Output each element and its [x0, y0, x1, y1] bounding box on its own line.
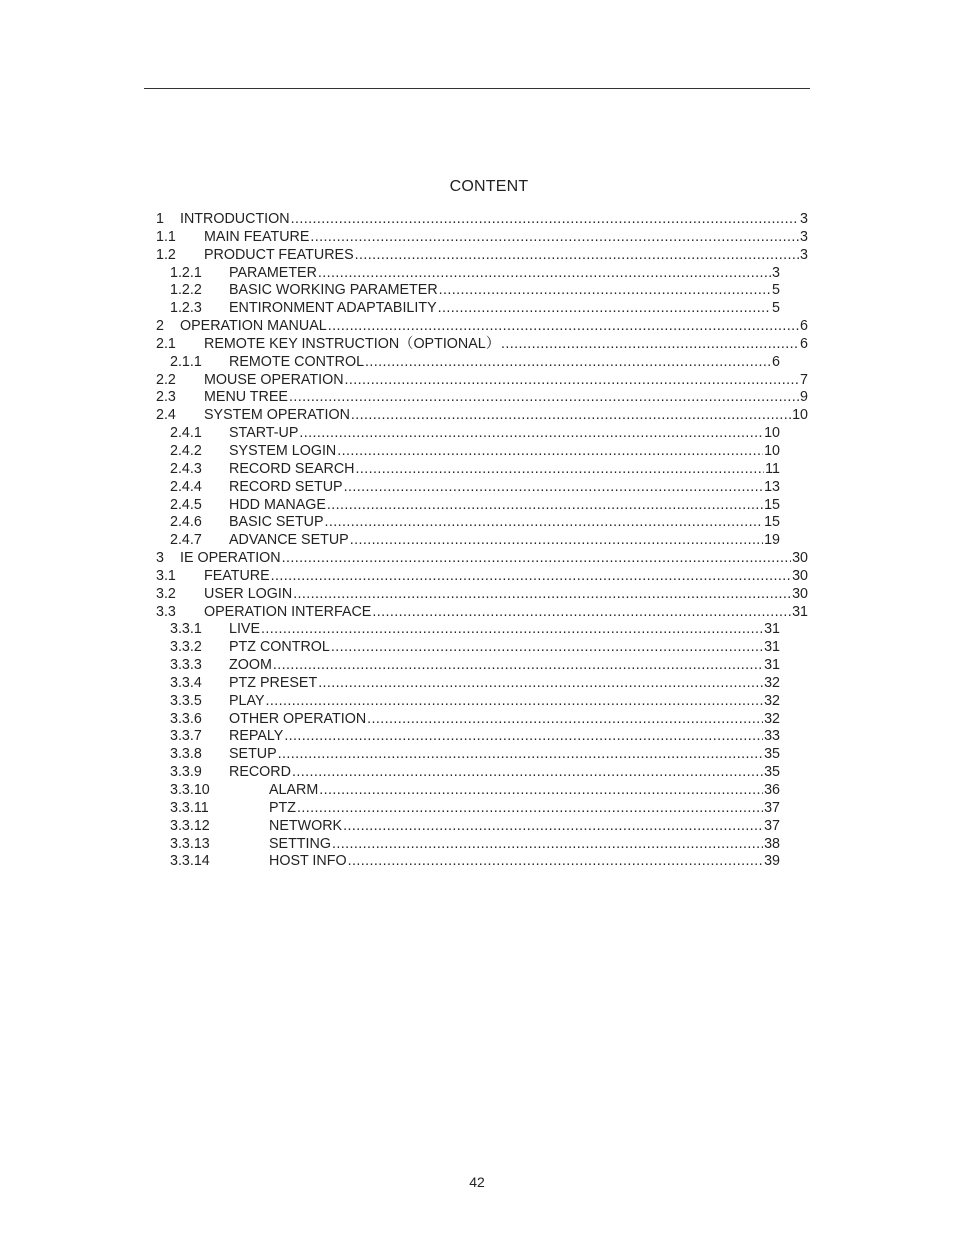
toc-dot-leader: [310, 229, 799, 247]
toc-entry-title: RECORD SETUP: [229, 478, 343, 495]
toc-entry-title: PTZ PRESET: [229, 674, 318, 691]
toc-entry-number: 2.1: [156, 335, 176, 352]
toc-dot-leader: [261, 621, 763, 639]
toc-dot-leader: [345, 372, 800, 390]
toc-entry[interactable]: [156, 693, 780, 711]
toc-dot-leader: [356, 461, 765, 479]
toc-entry-title: MOUSE OPERATION: [204, 371, 344, 388]
toc-entry-page: 6: [800, 318, 808, 335]
toc-dot-leader: [372, 604, 791, 622]
toc-entry[interactable]: [156, 354, 780, 372]
toc-dot-leader: [318, 265, 771, 283]
toc-dot-leader: [332, 836, 763, 854]
toc-entry-title: HDD MANAGE: [229, 496, 326, 513]
toc-entry-title: BASIC SETUP: [229, 514, 324, 531]
toc-dot-leader: [284, 728, 763, 746]
toc-entry-page: 9: [800, 389, 808, 406]
toc-dot-leader: [273, 657, 763, 675]
toc-dot-leader: [438, 300, 771, 318]
toc-entry-title: RECORD: [229, 764, 291, 781]
toc-entry-title: REMOTE CONTROL: [229, 353, 365, 370]
toc-entry[interactable]: [156, 407, 808, 425]
toc-entry[interactable]: [156, 318, 808, 336]
toc-entry-title: PARAMETER: [229, 264, 317, 281]
toc-entry-number: 2.4.4: [170, 478, 202, 495]
toc-entry-number: 2.4.3: [170, 460, 202, 477]
toc-entry-page: 10: [792, 407, 808, 424]
toc-entry-page: 31: [792, 603, 808, 620]
toc-dot-leader: [325, 514, 764, 532]
toc-entry-number: 2.4.5: [170, 496, 202, 513]
toc-dot-leader: [501, 336, 799, 354]
toc-entry-title: PRODUCT FEATURES: [204, 246, 354, 263]
toc-entry[interactable]: [156, 443, 780, 461]
toc-dot-leader: [344, 479, 764, 497]
toc-dot-leader: [331, 639, 763, 657]
toc-entry-page: 19: [764, 532, 780, 549]
toc-entry-page: 37: [764, 799, 780, 816]
toc-entry-title: SYSTEM LOGIN: [229, 442, 337, 459]
page-title: CONTENT: [449, 178, 529, 195]
toc-entry[interactable]: [156, 764, 780, 782]
toc-entry-number: 3.3.6: [170, 710, 202, 727]
toc-entry-page: 7: [800, 371, 808, 388]
toc-entry-number: 3.3.13: [170, 835, 210, 852]
toc-entry-title: LIVE: [229, 621, 260, 638]
toc-entry-number: 3.3.5: [170, 692, 202, 709]
toc-dot-leader: [293, 586, 791, 604]
toc-entry-number: 1.2.1: [170, 264, 202, 281]
toc-entry-page: 31: [764, 657, 780, 674]
toc-entry-number: 3.3: [156, 603, 176, 620]
toc-entry-number: 2.4.2: [170, 442, 202, 459]
toc-entry-title: BASIC WORKING PARAMETER: [229, 282, 438, 299]
toc-entry[interactable]: [156, 532, 780, 550]
toc-entry-number: 2.3: [156, 389, 176, 406]
toc-entry-number: 3.3.2: [170, 639, 202, 656]
toc-entry[interactable]: [156, 621, 780, 639]
toc-dot-leader: [289, 389, 799, 407]
toc-entry-number: 1.1: [156, 228, 176, 245]
toc-entry-number: 3.3.1: [170, 621, 202, 638]
toc-entry-number: 3.1: [156, 567, 176, 584]
toc-entry-title: RECORD SEARCH: [229, 460, 355, 477]
toc-entry-page: 31: [764, 639, 780, 656]
toc-entry-title: ZOOM: [229, 657, 272, 674]
toc-entry-title: ALARM: [269, 782, 319, 798]
toc-entry-number: 2.2: [156, 371, 176, 388]
toc-entry[interactable]: [156, 514, 780, 532]
toc-entry-title: NETWORK: [269, 817, 343, 834]
toc-entry[interactable]: [156, 782, 780, 800]
toc-entry-title: SETTING: [269, 835, 331, 852]
toc-entry-number: 3.3.4: [170, 674, 202, 691]
toc-dot-leader: [365, 354, 771, 372]
toc-entry[interactable]: [156, 853, 780, 871]
toc-entry-title: SYSTEM OPERATION: [204, 407, 350, 424]
toc-entry[interactable]: [156, 728, 780, 746]
toc-dot-leader: [328, 318, 799, 336]
toc-entry-number: 3.3.9: [170, 764, 202, 781]
toc-entry-page: 6: [800, 335, 808, 352]
header-rule: [144, 88, 810, 89]
toc-entry[interactable]: [156, 836, 780, 854]
toc-entry-page: 32: [764, 692, 780, 709]
toc-entry[interactable]: [156, 461, 780, 479]
toc-dot-leader: [297, 800, 763, 818]
toc-entry-title: USER LOGIN: [204, 585, 293, 602]
toc-entry-title: SETUP: [229, 746, 277, 763]
toc-entry[interactable]: [156, 336, 808, 354]
toc-entry-number: 1.2.2: [170, 282, 202, 299]
toc-entry-title: PLAY: [229, 692, 265, 709]
toc-entry-number: 3.3.12: [170, 817, 210, 834]
toc-entry-page: 11: [765, 460, 780, 477]
toc-dot-leader: [343, 818, 763, 836]
toc-entry[interactable]: [156, 229, 808, 247]
toc-entry-page: 37: [764, 817, 780, 834]
toc-entry-number: 3.2: [156, 585, 176, 602]
toc-entry-title: ENTIRONMENT ADAPTABILITY: [229, 300, 437, 317]
toc-dot-leader: [337, 443, 763, 461]
toc-entry-number: 3.3.14: [170, 853, 210, 870]
toc-entry-title: MAIN FEATURE: [204, 228, 310, 245]
toc-entry-number: 2.1.1: [170, 353, 202, 370]
toc-entry[interactable]: [156, 675, 780, 693]
toc-entry-page: 10: [764, 442, 780, 459]
toc-dot-leader: [327, 497, 763, 515]
toc-entry-page: 15: [764, 496, 780, 513]
toc-entry[interactable]: [156, 639, 780, 657]
toc-entry-page: 6: [772, 353, 780, 370]
toc-entry[interactable]: [156, 746, 780, 764]
toc-entry[interactable]: [156, 247, 808, 265]
toc-entry-page: 35: [764, 764, 780, 781]
toc-entry[interactable]: [156, 711, 780, 729]
toc-dot-leader: [355, 247, 799, 265]
toc-entry-number: 3: [156, 550, 164, 567]
toc-entry-number: 2.4: [156, 407, 176, 424]
toc-entry-title: REPALY: [229, 728, 284, 745]
toc-entry-page: 3: [800, 246, 808, 263]
toc-entry[interactable]: [156, 372, 808, 390]
toc-entry-page: 3: [800, 211, 808, 227]
toc-entry[interactable]: [156, 389, 808, 407]
toc-entry[interactable]: [156, 479, 780, 497]
toc-entry-page: 32: [764, 674, 780, 691]
toc-entry-number: 1: [156, 211, 164, 227]
toc-entry-number: 3.3.7: [170, 728, 202, 745]
toc-entry-number: 2: [156, 318, 164, 335]
toc-dot-leader: [367, 711, 763, 729]
toc-entry-title: PTZ CONTROL: [229, 639, 330, 656]
toc-entry[interactable]: [156, 586, 808, 604]
toc-entry-title: START-UP: [229, 425, 299, 442]
toc-dot-leader: [292, 764, 763, 782]
toc-entry-page: 30: [792, 550, 808, 567]
toc-entry-number: 3.3.10: [170, 782, 210, 798]
toc-entry-title: OTHER OPERATION: [229, 710, 367, 727]
toc-entry-page: 36: [764, 782, 780, 798]
toc-entry-page: 30: [792, 567, 808, 584]
toc-dot-leader: [348, 853, 764, 871]
toc-entry-page: 15: [764, 514, 780, 531]
toc-entry-title: INTRODUCTION: [180, 211, 290, 227]
toc-dot-leader: [282, 550, 791, 568]
toc-entry[interactable]: [156, 604, 808, 622]
toc-entry-page: 35: [764, 746, 780, 763]
toc-entry[interactable]: [156, 425, 780, 443]
toc-dot-leader: [351, 407, 791, 425]
toc-entry-page: 32: [764, 710, 780, 727]
toc-entry[interactable]: [156, 657, 780, 675]
page-number: 42: [469, 1174, 485, 1190]
toc-entry[interactable]: [156, 800, 780, 818]
toc-entry-number: 2.4.7: [170, 532, 202, 549]
toc-entry-title: OPERATION INTERFACE: [204, 603, 372, 620]
toc-entry-page: 13: [764, 478, 780, 495]
toc-entry-number: 1.2: [156, 246, 176, 263]
toc-entry-number: 3.3.11: [170, 799, 209, 816]
toc-entry-title: OPERATION MANUAL: [180, 318, 327, 335]
toc-entry[interactable]: [156, 568, 808, 586]
toc-entry-page: 3: [800, 228, 808, 245]
toc-entry[interactable]: [156, 550, 808, 568]
toc-entry-number: 3.3.8: [170, 746, 202, 763]
toc-dot-leader: [278, 746, 763, 764]
toc-entry[interactable]: [156, 265, 780, 283]
toc-dot-leader: [318, 675, 763, 693]
toc-entry[interactable]: [156, 282, 780, 300]
toc-entry-page: 5: [772, 300, 780, 317]
toc-entry-title: REMOTE KEY INSTRUCTION（OPTIONAL）: [204, 335, 501, 352]
toc-entry-number: 3.3.3: [170, 657, 202, 674]
toc-entry-page: 5: [772, 282, 780, 299]
toc-entry-page: 33: [764, 728, 780, 745]
toc-dot-leader: [299, 425, 763, 443]
toc-entry-title: ADVANCE SETUP: [229, 532, 349, 549]
toc-dot-leader: [291, 211, 799, 229]
toc-entry-number: 2.4.6: [170, 514, 202, 531]
toc-dot-leader: [266, 693, 764, 711]
toc-entry[interactable]: [156, 818, 780, 836]
toc-entry-page: 38: [764, 835, 780, 852]
toc-entry-number: 2.4.1: [170, 425, 202, 442]
toc-dot-leader: [350, 532, 763, 550]
toc-entry-title: MENU TREE: [204, 389, 288, 406]
toc-dot-leader: [271, 568, 791, 586]
toc-entry-title: PTZ: [269, 799, 297, 816]
toc-entry[interactable]: [156, 300, 780, 318]
toc-entry-page: 10: [764, 425, 780, 442]
toc-entry-page: 39: [764, 853, 780, 870]
toc-entry-page: 31: [764, 621, 780, 638]
toc-dot-leader: [439, 282, 771, 300]
toc-dot-leader: [319, 782, 763, 800]
toc-entry[interactable]: [156, 497, 780, 515]
table-of-contents: [156, 211, 808, 871]
toc-entry-title: HOST INFO: [269, 853, 347, 870]
toc-entry-page: 30: [792, 585, 808, 602]
toc-entry-title: IE OPERATION: [180, 550, 281, 567]
toc-entry-title: FEATURE: [204, 567, 270, 584]
toc-entry[interactable]: [156, 211, 808, 229]
toc-entry-page: 3: [772, 264, 780, 281]
toc-entry-number: 1.2.3: [170, 300, 202, 317]
